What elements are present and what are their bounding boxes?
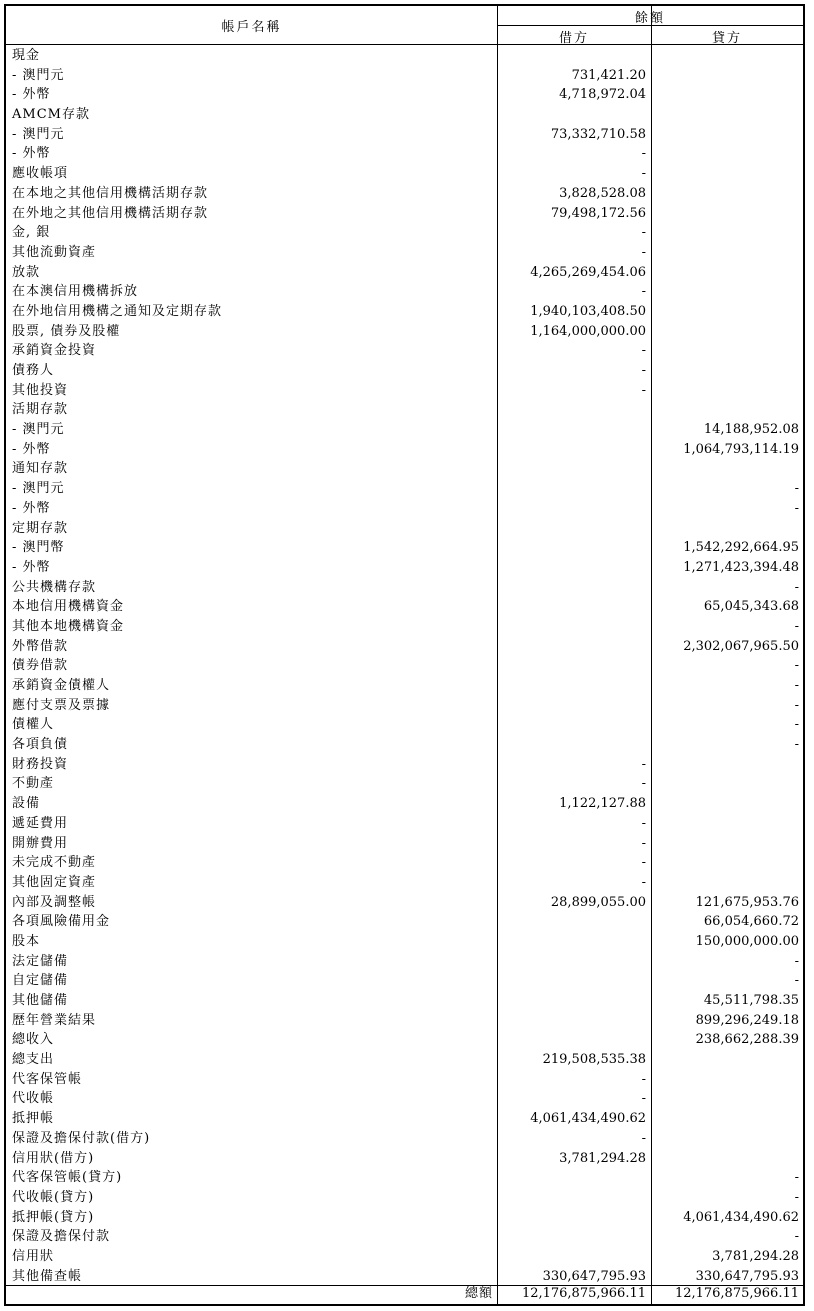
debit-value: 73,332,710.58	[550, 126, 646, 142]
account-name: - 澳門元	[12, 126, 65, 142]
account-rows	[6, 46, 803, 1286]
table-row	[6, 243, 803, 263]
total-credit: 12,176,875,966.11	[674, 1286, 799, 1301]
account-name: 不動產	[12, 776, 55, 792]
credit-value: -	[794, 678, 799, 693]
table-row	[6, 282, 803, 302]
table-row	[6, 479, 803, 499]
account-name: 保證及擔保付款	[12, 1229, 111, 1245]
account-name: - 澳門元	[12, 422, 65, 438]
credit-value: 150,000,000.00	[695, 933, 799, 949]
account-name: 放款	[12, 264, 41, 280]
account-name: 在本澳信用機構拆放	[12, 284, 139, 300]
table-row	[6, 1208, 803, 1228]
table-row	[6, 755, 803, 775]
table-row	[6, 912, 803, 932]
debit-value: 79,498,172.56	[550, 205, 646, 221]
credit-value: 121,675,953.76	[695, 894, 799, 910]
account-name: AMCM存款	[12, 107, 90, 123]
account-name: 設備	[12, 796, 41, 812]
credit-value: -	[794, 717, 799, 733]
table-row	[6, 46, 803, 66]
credit-value: -	[794, 737, 799, 753]
debit-value: 731,421.20	[571, 67, 646, 83]
account-name: 代收帳	[12, 1091, 55, 1107]
account-name: 法定儲備	[12, 953, 69, 969]
debit-value: 1,940,103,408.50	[530, 303, 646, 319]
credit-value: 65,045,343.68	[703, 599, 799, 615]
account-name: 歷年營業結果	[12, 1012, 97, 1028]
table-row	[6, 204, 803, 224]
account-name: 遞延費用	[12, 815, 69, 831]
account-name: 債券借款	[12, 658, 69, 674]
debit-value: -	[641, 815, 646, 831]
table-row	[6, 637, 803, 657]
account-name: 其他流動資產	[12, 244, 97, 260]
debit-value: -	[641, 284, 646, 300]
debit-value: 1,164,000,000.00	[530, 323, 646, 339]
debit-value: 3,828,528.08	[559, 185, 646, 201]
account-name: - 外幣	[12, 559, 51, 575]
table-row	[6, 834, 803, 854]
credit-value: 1,271,423,394.48	[683, 559, 799, 575]
table-row	[6, 519, 803, 539]
account-name: - 外幣	[12, 146, 51, 162]
table-row	[6, 873, 803, 893]
table-row	[6, 125, 803, 145]
account-name: 金, 銀	[12, 225, 51, 241]
table-row	[6, 459, 803, 479]
table-row	[6, 499, 803, 519]
account-name: 其他投資	[12, 382, 69, 398]
table-row	[6, 1188, 803, 1208]
account-name: 活期存款	[12, 402, 69, 418]
table-row	[6, 1168, 803, 1188]
table-row	[6, 105, 803, 125]
table-row	[6, 774, 803, 794]
account-name: 代客保管帳(貸方)	[12, 1170, 123, 1186]
account-name: - 外幣	[12, 441, 51, 457]
debit-value: -	[641, 776, 646, 792]
debit-value: -	[641, 756, 646, 772]
table-row	[6, 893, 803, 913]
table-row	[6, 361, 803, 381]
table-row	[6, 381, 803, 401]
account-name: 代收帳(貸方)	[12, 1189, 95, 1205]
account-name: 保證及擔保付款(借方)	[12, 1130, 151, 1146]
header-balance: 餘額	[634, 11, 665, 26]
table-row	[6, 853, 803, 873]
debit-value: -	[641, 874, 646, 890]
account-name: 通知存款	[12, 461, 69, 477]
account-name: 總支出	[12, 1052, 55, 1068]
credit-value: -	[794, 973, 799, 989]
debit-value: -	[641, 166, 646, 182]
table-row	[6, 1227, 803, 1247]
debit-value: -	[641, 244, 646, 260]
credit-value: -	[794, 1170, 799, 1186]
account-name: 抵押帳	[12, 1111, 55, 1127]
account-name: - 外幣	[12, 87, 51, 103]
debit-value: 3,781,294.28	[559, 1150, 646, 1166]
debit-value: -	[641, 363, 646, 378]
header-account-name: 帳戶名稱	[221, 20, 282, 35]
table-row	[6, 932, 803, 952]
account-name: 各項負債	[12, 737, 69, 753]
account-name: - 澳門元	[12, 481, 65, 497]
credit-value: 2,302,067,965.50	[683, 638, 799, 654]
table-row	[6, 735, 803, 755]
table-row	[6, 794, 803, 814]
credit-value: 1,542,292,664.95	[683, 540, 799, 556]
debit-value: -	[641, 1071, 646, 1087]
account-name: 其他固定資產	[12, 874, 97, 890]
account-name: 信用狀(借方)	[12, 1150, 95, 1166]
table-row	[6, 1129, 803, 1149]
table-row	[6, 676, 803, 696]
table-row	[6, 1089, 803, 1109]
account-name: 其他備查帳	[12, 1268, 83, 1284]
credit-value: 899,296,249.18	[695, 1012, 799, 1028]
credit-value: -	[794, 618, 799, 634]
table-row	[6, 971, 803, 991]
table-row	[6, 991, 803, 1011]
table-row	[6, 715, 803, 735]
table-row	[6, 341, 803, 361]
account-name: 在外地之其他信用機構活期存款	[12, 205, 209, 221]
credit-value: 330,647,795.93	[695, 1268, 799, 1284]
debit-value: 1,122,127.88	[559, 796, 646, 812]
table-row	[6, 164, 803, 184]
credit-value: 14,188,952.08	[703, 422, 799, 438]
debit-value: -	[641, 855, 646, 871]
credit-value: -	[794, 481, 799, 497]
table-row	[6, 1030, 803, 1050]
table-row	[6, 1109, 803, 1129]
account-name: 在本地之其他信用機構活期存款	[12, 185, 209, 201]
table-row	[6, 66, 803, 86]
account-name: 股本	[12, 933, 41, 949]
debit-value: -	[641, 1091, 646, 1107]
account-name: 應收帳項	[12, 166, 69, 182]
account-name: 其他本地機構資金	[12, 618, 125, 634]
account-name: 外幣借款	[12, 638, 69, 654]
debit-value: -	[641, 343, 646, 359]
table-row	[6, 440, 803, 460]
total-label: 總額	[464, 1286, 493, 1301]
account-name: - 外幣	[12, 500, 51, 516]
table-row	[6, 184, 803, 204]
credit-value: -	[794, 953, 799, 969]
credit-value: -	[794, 658, 799, 674]
account-name: 承銷資金債權人	[12, 678, 111, 693]
table-row	[6, 578, 803, 598]
debit-value: -	[641, 146, 646, 162]
account-name: - 澳門元	[12, 67, 65, 83]
table-row	[6, 1011, 803, 1031]
debit-value: 219,508,535.38	[542, 1052, 646, 1068]
account-name: 現金	[12, 48, 41, 63]
table-row	[6, 1070, 803, 1090]
account-name: 自定儲備	[12, 973, 69, 989]
table-row	[6, 558, 803, 578]
account-name: 應付支票及票據	[12, 697, 111, 713]
table-row	[6, 1149, 803, 1169]
debit-value: 330,647,795.93	[542, 1268, 646, 1284]
table-row	[6, 814, 803, 834]
account-name: 開辦費用	[12, 835, 69, 851]
account-name: 財務投資	[12, 756, 69, 772]
table-row	[6, 1247, 803, 1267]
credit-value: -	[794, 500, 799, 516]
credit-value: 1,064,793,114.19	[683, 441, 799, 457]
table-row	[6, 322, 803, 342]
table-row	[6, 696, 803, 716]
credit-value: -	[794, 579, 799, 595]
account-name: 承銷資金投資	[12, 343, 97, 359]
total-row	[6, 1284, 803, 1304]
account-name: 債務人	[12, 363, 55, 378]
account-name: 各項風險備用金	[12, 914, 111, 930]
table-row	[6, 617, 803, 637]
debit-value: 4,061,434,490.62	[530, 1111, 646, 1127]
debit-value: -	[641, 225, 646, 241]
credit-value: 238,662,288.39	[695, 1032, 799, 1048]
debit-value: 4,265,269,454.06	[530, 264, 646, 280]
account-name: 公共機構存款	[12, 579, 97, 595]
account-name: 信用狀	[12, 1248, 55, 1264]
credit-value: -	[794, 697, 799, 713]
trial-balance-table	[4, 4, 805, 1306]
table-row	[6, 144, 803, 164]
credit-value: -	[794, 1229, 799, 1245]
account-name: 其他儲備	[12, 993, 69, 1008]
table-row	[6, 656, 803, 676]
table-row	[6, 223, 803, 243]
credit-value: 66,054,660.72	[703, 914, 799, 930]
table-row	[6, 1050, 803, 1070]
account-name: 本地信用機構資金	[12, 599, 125, 615]
account-name: 內部及調整帳	[12, 894, 97, 910]
credit-value: 4,061,434,490.62	[683, 1209, 799, 1225]
account-name: 總收入	[12, 1032, 55, 1048]
table-row	[6, 952, 803, 972]
debit-value: 28,899,055.00	[550, 894, 646, 910]
total-debit: 12,176,875,966.11	[521, 1286, 646, 1301]
account-name: 抵押帳(貸方)	[12, 1209, 95, 1225]
table-row	[6, 400, 803, 420]
debit-value: -	[641, 835, 646, 851]
debit-value: -	[641, 1130, 646, 1146]
account-name: 債權人	[12, 717, 55, 733]
table-row	[6, 263, 803, 283]
table-row	[6, 85, 803, 105]
table-row	[6, 538, 803, 558]
account-name: 代客保管帳	[12, 1071, 83, 1087]
debit-value: 4,718,972.04	[559, 87, 646, 103]
account-name: 股票, 債券及股權	[12, 323, 121, 339]
credit-value: 45,511,798.35	[703, 993, 799, 1008]
account-name: - 澳門幣	[12, 540, 65, 556]
debit-value: -	[641, 382, 646, 398]
table-row	[6, 597, 803, 617]
credit-value: -	[794, 1189, 799, 1205]
account-name: 在外地信用機構之通知及定期存款	[12, 303, 223, 319]
account-name: 未完成不動產	[12, 855, 97, 871]
credit-value: 3,781,294.28	[712, 1248, 799, 1264]
header-debit: 借方	[558, 31, 589, 46]
table-row	[6, 302, 803, 322]
header-credit: 貸方	[711, 31, 742, 46]
table-row	[6, 420, 803, 440]
account-name: 定期存款	[12, 520, 69, 536]
